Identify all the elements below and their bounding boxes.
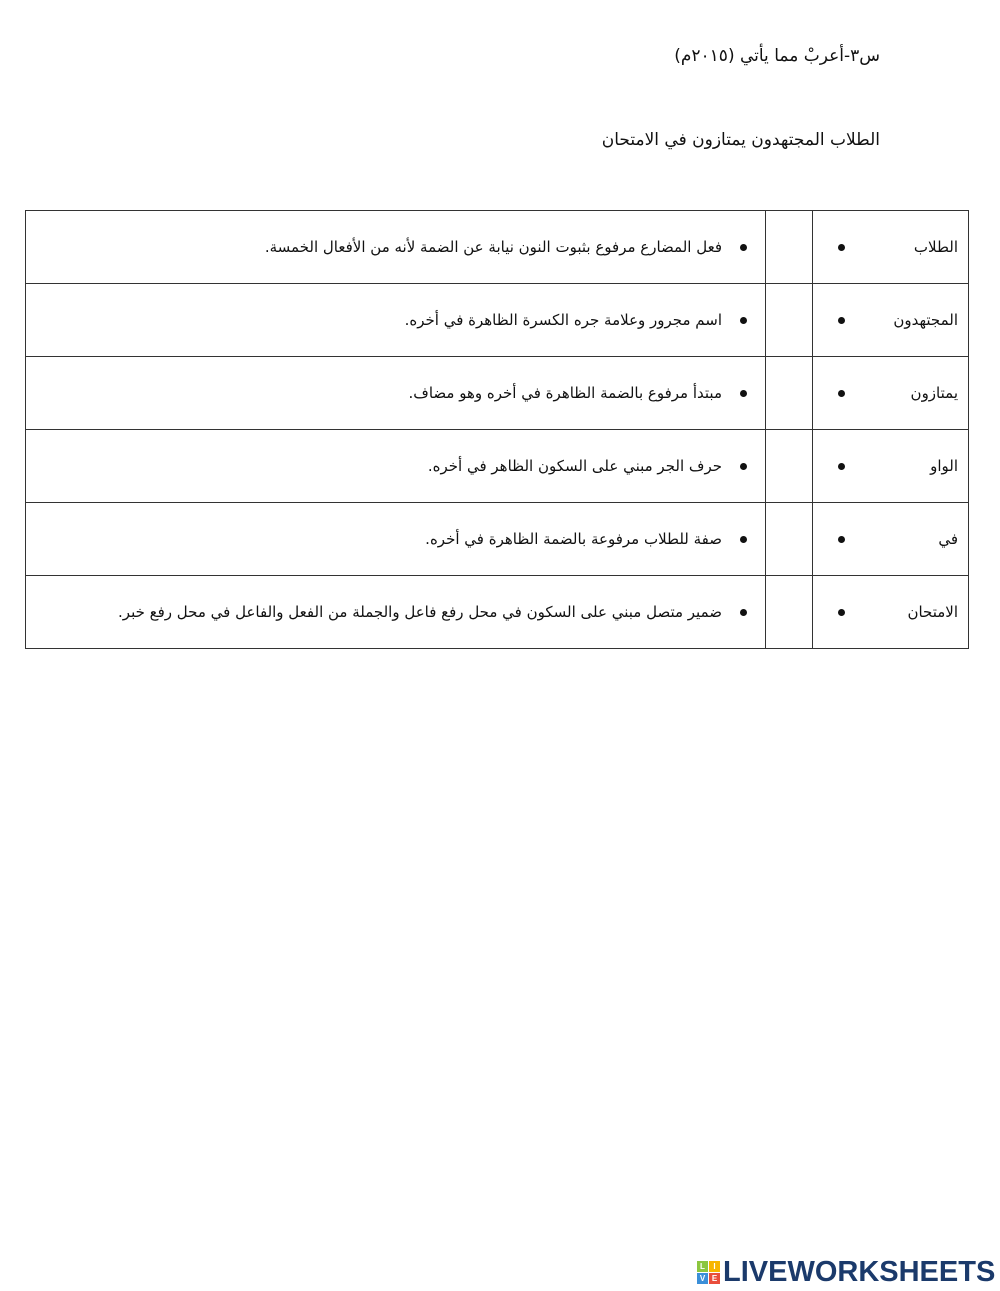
bullet-icon: [838, 609, 845, 616]
logo-block: L: [697, 1261, 708, 1272]
word-cell: [813, 503, 969, 576]
definition-text: فعل المضارع مرفوع بثبوت النون نيابة عن الضمة لأنه من الأفعال الخمسة.: [264, 238, 722, 256]
definition-cell: [26, 357, 766, 430]
liveworksheets-logo: [697, 1256, 995, 1289]
logo-block: V: [697, 1273, 708, 1284]
definition-text: حرف الجر مبني على السكون الظاهر في أخره.: [427, 457, 722, 475]
word-label: في: [938, 530, 958, 548]
bullet-icon: [740, 609, 747, 616]
answer-slot[interactable]: [766, 284, 813, 357]
table-row: [26, 576, 969, 649]
answer-slot[interactable]: [766, 357, 813, 430]
definition-text: اسم مجرور وعلامة جره الكسرة الظاهرة في أخره.: [404, 311, 722, 329]
word-label: الامتحان: [907, 603, 958, 621]
answer-slot[interactable]: [766, 576, 813, 649]
word-label: يمتازون: [910, 384, 958, 402]
table-row: [26, 211, 969, 284]
word-label: المجتهدون: [893, 311, 958, 329]
question-title: س٣-أعربْ مما يأتي (٢٠١٥م): [674, 46, 880, 66]
sentence: الطلاب المجتهدون يمتازون في الامتحان: [601, 130, 880, 150]
definition-text: صفة للطلاب مرفوعة بالضمة الظاهرة في أخره.: [425, 530, 722, 548]
word-label: الطلاب: [913, 238, 958, 256]
word-cell: [813, 430, 969, 503]
table-row: [26, 430, 969, 503]
bullet-icon: [740, 536, 747, 543]
word-label: الواو: [930, 457, 958, 475]
bullet-icon: [740, 317, 747, 324]
bullet-icon: [838, 390, 845, 397]
table-row: [26, 503, 969, 576]
definition-text: مبتدأ مرفوع بالضمة الظاهرة في أخره وهو مضاف.: [408, 384, 722, 402]
answer-slot[interactable]: [766, 430, 813, 503]
definition-cell: [26, 211, 766, 284]
answer-slot[interactable]: [766, 503, 813, 576]
bullet-icon: [740, 390, 747, 397]
table-row: [26, 357, 969, 430]
bullet-icon: [740, 244, 747, 251]
word-cell: [813, 576, 969, 649]
bullet-icon: [838, 536, 845, 543]
bullet-icon: [838, 244, 845, 251]
answer-slot[interactable]: [766, 211, 813, 284]
bullet-icon: [838, 317, 845, 324]
definition-cell: [26, 430, 766, 503]
word-cell: [813, 357, 969, 430]
word-cell: [813, 211, 969, 284]
table-row: [26, 284, 969, 357]
matching-table: [25, 210, 969, 649]
bullet-icon: [838, 463, 845, 470]
definition-text: ضمير متصل مبني على السكون في محل رفع فاعل والجملة من الفعل والفاعل في محل رفع خبر.: [118, 603, 722, 621]
definition-cell: [26, 576, 766, 649]
definition-cell: [26, 284, 766, 357]
bullet-icon: [740, 463, 747, 470]
logo-blocks-icon: [697, 1261, 720, 1284]
logo-block: E: [709, 1273, 720, 1284]
logo-block: I: [709, 1261, 720, 1272]
definition-cell: [26, 503, 766, 576]
logo-text: LIVEWORKSHEETS: [723, 1256, 996, 1288]
word-cell: [813, 284, 969, 357]
